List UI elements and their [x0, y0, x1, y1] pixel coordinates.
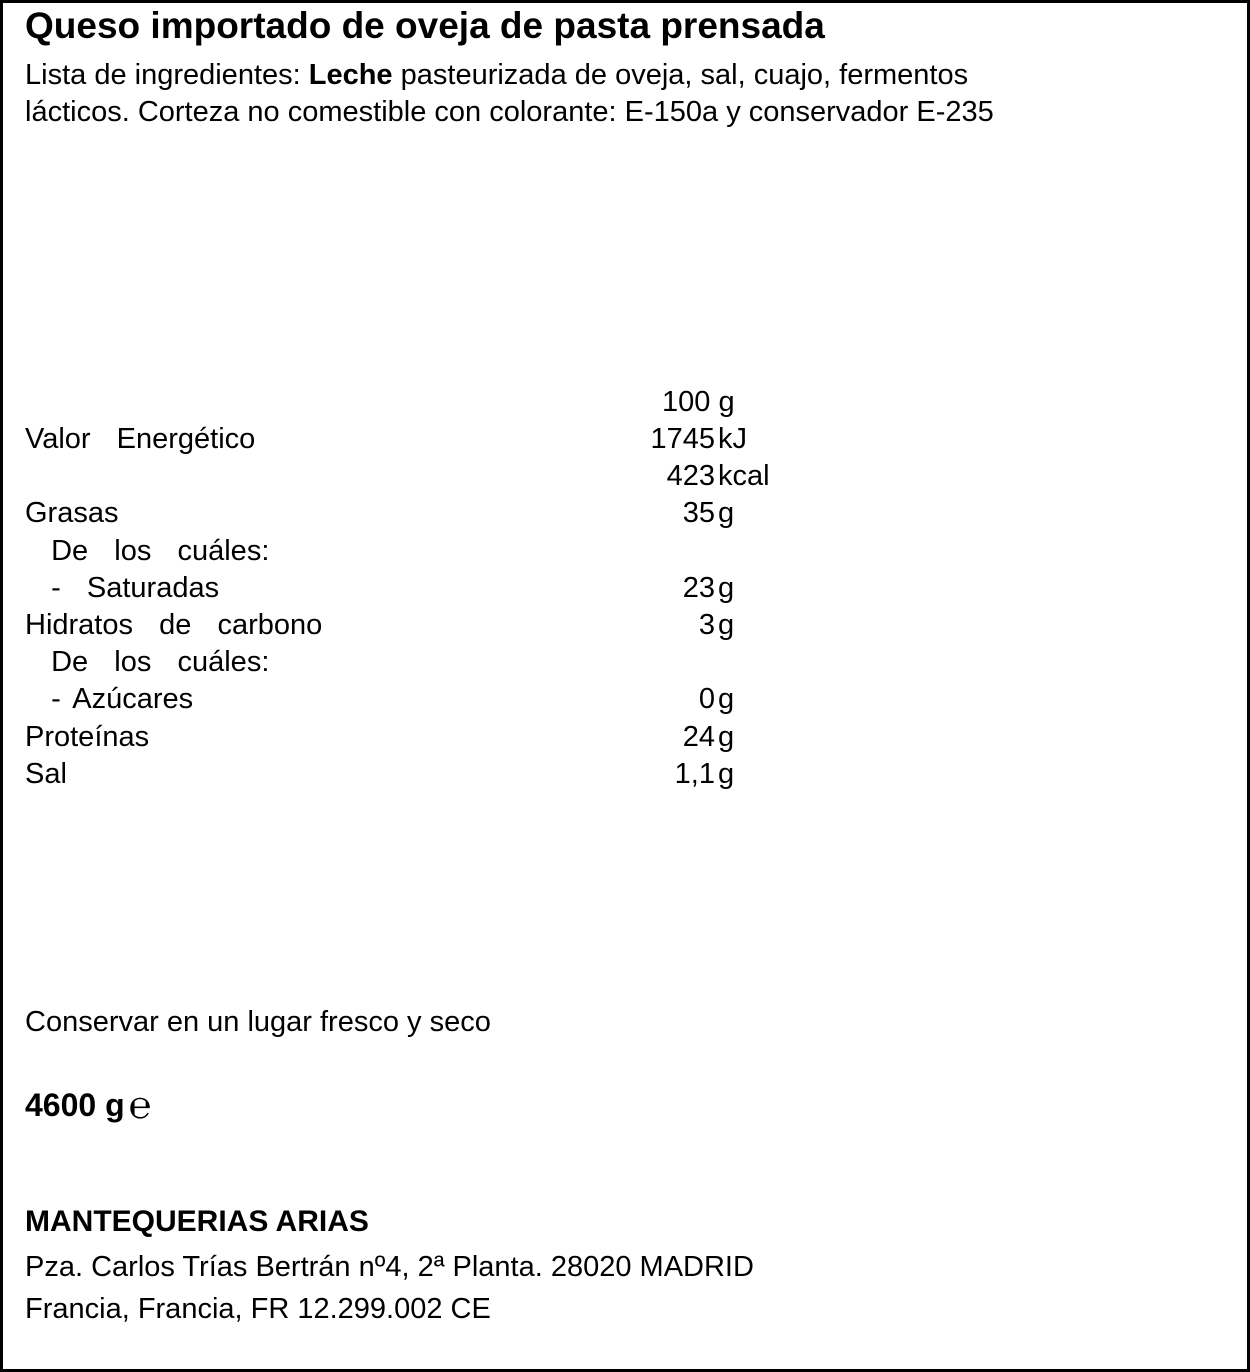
net-weight-value: 4600 g — [25, 1087, 125, 1123]
nutrient-value: 1745 — [650, 423, 715, 455]
nutrient-label: Sal — [25, 757, 67, 790]
nutrient-value: 3 — [698, 609, 715, 641]
storage-instructions: Conservar en un lugar fresco y seco — [25, 1006, 491, 1038]
nutrient-value: 35 — [682, 497, 715, 530]
nutrition-header: 100 g — [662, 386, 735, 418]
nutrition-row — [0, 495, 1250, 532]
nutrient-value: 1,1 — [674, 757, 715, 790]
nutrient-value: 423 — [666, 460, 715, 493]
nutrient-label: Proteínas — [25, 720, 150, 753]
net-weight — [25, 1083, 152, 1127]
nutrient-label: - Saturadas — [25, 571, 220, 604]
company-address: Pza. Carlos Trías Bertrán nº4, 2ª Planta. 28020 MADRID — [25, 1251, 754, 1283]
nutrient-unit: kcal — [718, 460, 770, 493]
ingredients-prefix: Lista de ingredientes: — [25, 59, 309, 91]
ingredients-line-1-rest: pasteurizada de oveja, sal, cuajo, fermentos — [392, 59, 969, 91]
nutrient-value: 24 — [682, 720, 715, 753]
nutrient-label: Valor Energético — [25, 423, 256, 455]
nutrient-unit: g — [718, 571, 735, 604]
nutrient-label: - Azúcares — [25, 683, 194, 716]
nutrient-unit: g — [718, 757, 735, 790]
nutrition-row — [0, 644, 1250, 681]
nutrition-row — [0, 533, 1250, 570]
product-title: Queso importado de oveja de pasta prensada — [25, 5, 825, 46]
nutrition-row — [0, 570, 1250, 607]
nutrition-row — [0, 458, 1250, 495]
nutrient-label: Grasas — [25, 497, 119, 530]
nutrition-row — [0, 607, 1250, 644]
nutrient-unit: g — [718, 497, 735, 530]
company-origin: Francia, Francia, FR 12.299.002 CE — [25, 1293, 491, 1325]
nutrient-value: 23 — [682, 571, 715, 604]
nutrient-unit: kJ — [718, 423, 747, 455]
nutrient-unit: g — [718, 683, 735, 716]
nutrition-row — [0, 421, 1250, 458]
nutrition-row — [0, 756, 1250, 793]
estimated-sign-icon: ℮ — [128, 1083, 152, 1127]
nutrient-unit: g — [718, 720, 735, 753]
nutrition-row — [0, 681, 1250, 718]
nutrient-label: Hidratos de carbono — [25, 609, 323, 641]
nutrient-label: De los cuáles: — [25, 646, 270, 679]
ingredients-list — [25, 57, 994, 131]
allergen-milk: Leche — [308, 59, 393, 91]
nutrition-row — [0, 719, 1250, 756]
nutrient-unit: g — [718, 609, 735, 641]
nutrient-value: 0 — [698, 683, 715, 716]
nutrient-label: De los cuáles: — [25, 534, 270, 567]
ingredients-line-2: lácticos. Corteza no comestible con colorante: E-150a y conservador E-235 — [25, 96, 994, 128]
ingredients-line-1 — [25, 57, 994, 94]
company-name: MANTEQUERIAS ARIAS — [25, 1205, 369, 1238]
